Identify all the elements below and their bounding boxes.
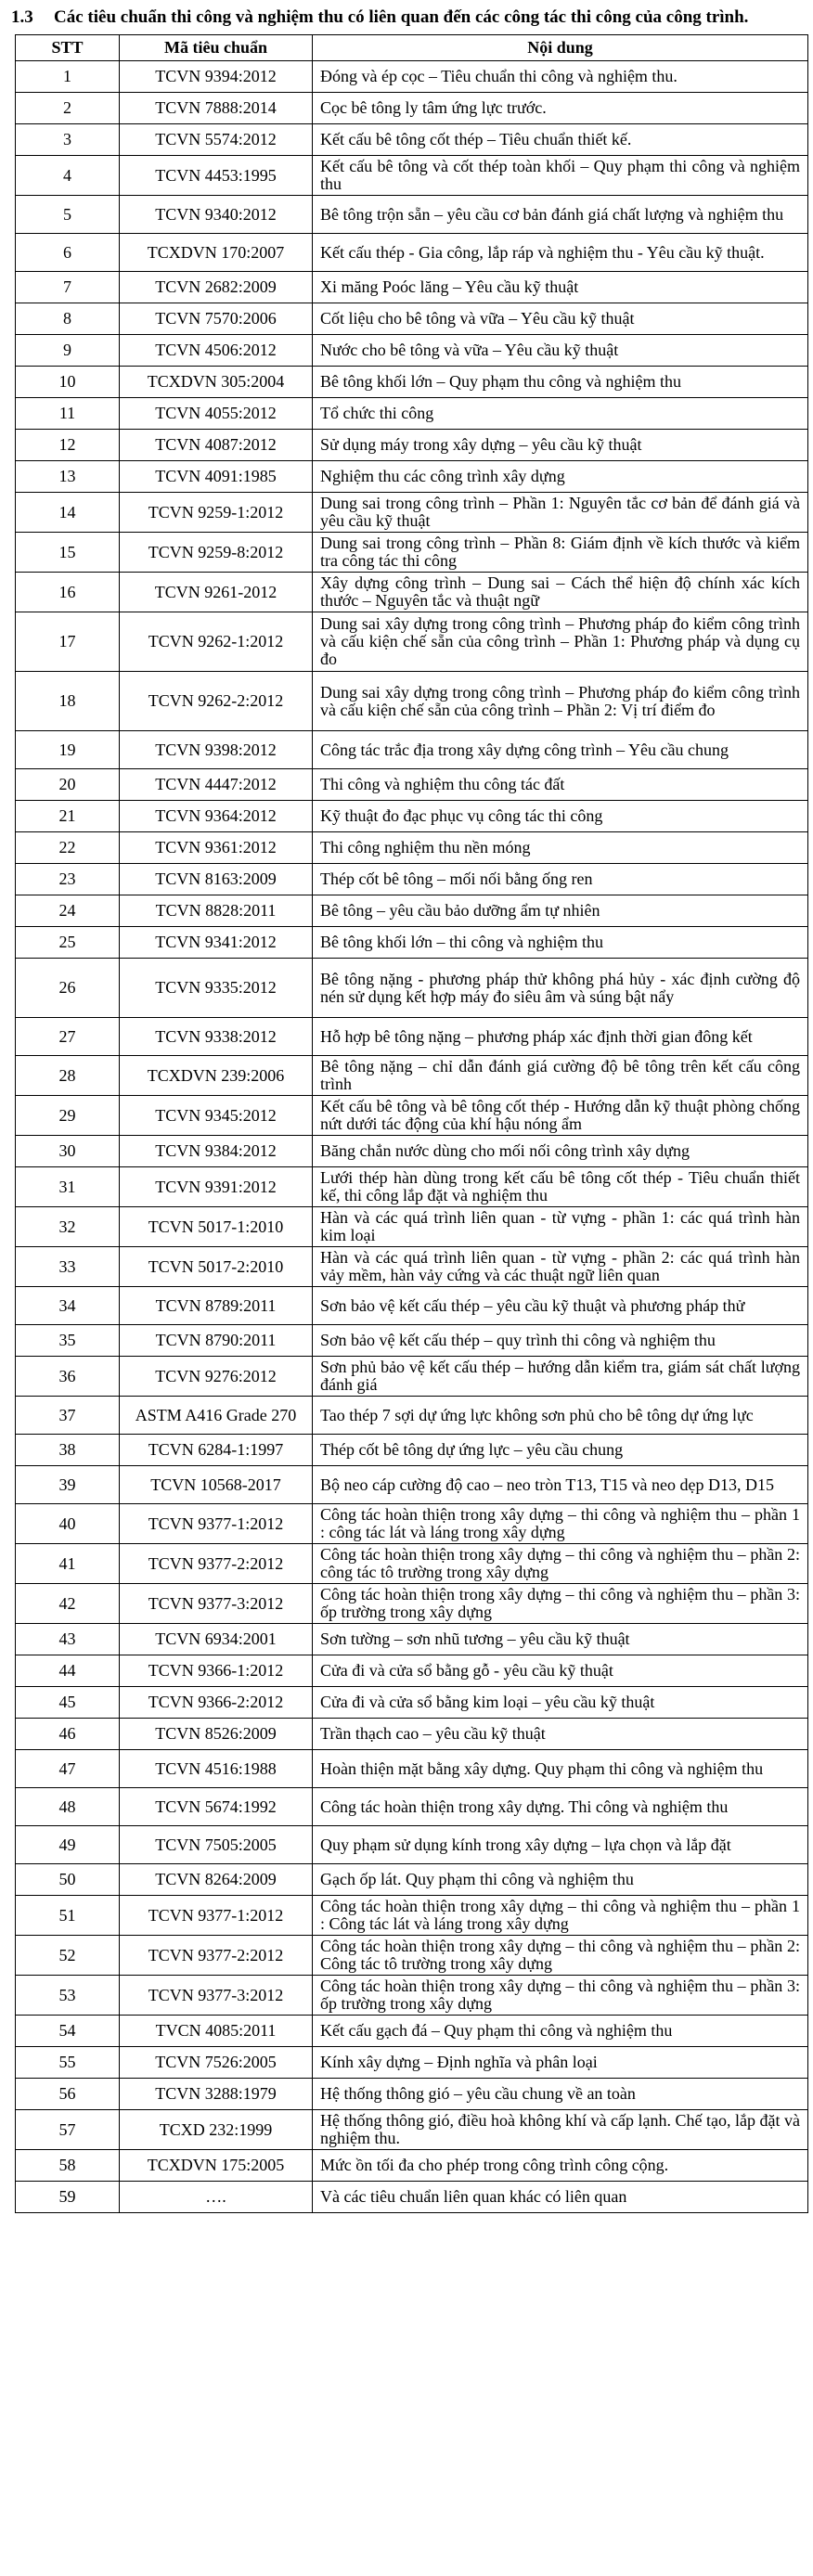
table-row [16, 156, 808, 196]
cell-stt: 47 [16, 1750, 120, 1788]
table-row [16, 801, 808, 832]
table-row [16, 864, 808, 895]
table-row [16, 769, 808, 801]
cell-code: TCVN 4447:2012 [120, 769, 313, 801]
table-row [16, 1096, 808, 1136]
table-row [16, 272, 808, 303]
cell-stt: 42 [16, 1584, 120, 1624]
table-row [16, 1788, 808, 1826]
cell-code: TCVN 9377-3:2012 [120, 1976, 313, 2016]
cell-code: TCVN 9276:2012 [120, 1357, 313, 1397]
cell-stt: 51 [16, 1896, 120, 1936]
cell-stt: 17 [16, 612, 120, 672]
cell-code: TCVN 4506:2012 [120, 335, 313, 367]
cell-stt: 56 [16, 2079, 120, 2110]
cell-stt: 12 [16, 430, 120, 461]
cell-code: TCVN 9261-2012 [120, 573, 313, 612]
section-title: Các tiêu chuẩn thi công và nghiệm thu có liên quan đến các công tác thi công của công trình. [54, 7, 749, 27]
cell-content: Tao thép 7 sợi dự ứng lực không sơn phủ cho bê tông dự ứng lực [313, 1397, 808, 1435]
cell-stt: 43 [16, 1624, 120, 1655]
table-row [16, 2047, 808, 2079]
cell-content: Và các tiêu chuẩn liên quan khác có liên quan [313, 2182, 808, 2213]
table-row [16, 731, 808, 769]
table-row [16, 1719, 808, 1750]
table-row [16, 895, 808, 927]
cell-content: Cửa đi và cửa sổ bằng kim loại – yêu cầu kỹ thuật [313, 1687, 808, 1719]
cell-content: Kết cấu gạch đá – Quy phạm thi công và nghiệm thu [313, 2016, 808, 2047]
cell-stt: 9 [16, 335, 120, 367]
cell-stt: 30 [16, 1136, 120, 1167]
standards-table [15, 34, 808, 2213]
table-row [16, 124, 808, 156]
cell-code: TCVN 9262-1:2012 [120, 612, 313, 672]
cell-content: Kết cấu bê tông cốt thép – Tiêu chuẩn thiết kế. [313, 124, 808, 156]
cell-stt: 49 [16, 1826, 120, 1864]
cell-content: Dung sai xây dựng trong công trình – Phương pháp đo kiểm công trình và cấu kiện chế sẵn của công trình – Phần 2: Vị trí điểm đo [313, 672, 808, 731]
cell-code: TCXDVN 175:2005 [120, 2150, 313, 2182]
table-row [16, 1397, 808, 1435]
cell-code: TCVN 5017-1:2010 [120, 1207, 313, 1247]
cell-content: Đóng và ép cọc – Tiêu chuẩn thi công và nghiệm thu. [313, 61, 808, 93]
table-row [16, 2110, 808, 2150]
cell-code: TCVN 9262-2:2012 [120, 672, 313, 731]
table-row [16, 61, 808, 93]
cell-content: Công tác hoàn thiện trong xây dựng – thi công và nghiệm thu – phần 1 : Công tác lát và láng trong xây dựng [313, 1896, 808, 1936]
table-body [16, 61, 808, 2213]
cell-stt: 1 [16, 61, 120, 93]
table-row [16, 1504, 808, 1544]
cell-code: TCVN 5674:1992 [120, 1788, 313, 1826]
cell-content: Bê tông nặng - phương pháp thử không phá hủy - xác định cường độ nén sử dụng kết hợp máy đo siêu âm và súng bật nẩy [313, 959, 808, 1018]
cell-content: Kết cấu bê tông và bê tông cốt thép - Hướng dẫn kỹ thuật phòng chống nứt dưới tác động của khí hậu nóng ẩm [313, 1096, 808, 1136]
cell-stt: 16 [16, 573, 120, 612]
table-row [16, 1655, 808, 1687]
cell-stt: 14 [16, 493, 120, 533]
cell-stt: 46 [16, 1719, 120, 1750]
cell-content: Sơn tường – sơn nhũ tương – yêu cầu kỹ thuật [313, 1624, 808, 1655]
cell-content: Thép cốt bê tông – mối nối bằng ống ren [313, 864, 808, 895]
cell-code: TCVN 9377-1:2012 [120, 1504, 313, 1544]
cell-code: TCVN 8526:2009 [120, 1719, 313, 1750]
cell-content: Bê tông khối lớn – Quy phạm thu công và nghiệm thu [313, 367, 808, 398]
cell-stt: 10 [16, 367, 120, 398]
cell-content: Trần thạch cao – yêu cầu kỹ thuật [313, 1719, 808, 1750]
cell-content: Công tác hoàn thiện trong xây dựng – thi công và nghiệm thu – phần 2: công tác tô trường trong xây dựng [313, 1544, 808, 1584]
cell-content: Kính xây dựng – Định nghĩa và phân loại [313, 2047, 808, 2079]
cell-content: Gạch ốp lát. Quy phạm thi công và nghiệm thu [313, 1864, 808, 1896]
table-row [16, 927, 808, 959]
cell-content: Sơn bảo vệ kết cấu thép – quy trình thi công và nghiệm thu [313, 1325, 808, 1357]
cell-stt: 27 [16, 1018, 120, 1056]
cell-stt: 35 [16, 1325, 120, 1357]
table-row [16, 2182, 808, 2213]
cell-code: TCVN 9398:2012 [120, 731, 313, 769]
cell-stt: 26 [16, 959, 120, 1018]
table-row [16, 959, 808, 1018]
cell-stt: 40 [16, 1504, 120, 1544]
table-row [16, 1826, 808, 1864]
table-row [16, 1936, 808, 1976]
cell-code: TCXDVN 239:2006 [120, 1056, 313, 1096]
table-header-row [16, 35, 808, 61]
cell-stt: 7 [16, 272, 120, 303]
cell-content: Hàn và các quá trình liên quan - từ vựng - phần 2: các quá trình hàn vảy mềm, hàn vảy cứng và các thuật ngữ liên quan [313, 1247, 808, 1287]
cell-content: Công tác hoàn thiện trong xây dựng – thi công và nghiệm thu – phần 1 : công tác lát và láng trong xây dựng [313, 1504, 808, 1544]
cell-content: Công tác trắc địa trong xây dựng công trình – Yêu cầu chung [313, 731, 808, 769]
cell-code: TCVN 9345:2012 [120, 1096, 313, 1136]
cell-stt: 53 [16, 1976, 120, 2016]
cell-code: TCVN 9366-1:2012 [120, 1655, 313, 1687]
cell-content: Công tác hoàn thiện trong xây dựng. Thi công và nghiệm thu [313, 1788, 808, 1826]
table-row [16, 1624, 808, 1655]
cell-stt: 28 [16, 1056, 120, 1096]
table-row [16, 1750, 808, 1788]
cell-code: TCVN 4516:1988 [120, 1750, 313, 1788]
cell-code: TCVN 9377-2:2012 [120, 1936, 313, 1976]
cell-code: TCVN 8264:2009 [120, 1864, 313, 1896]
table-row [16, 234, 808, 272]
cell-code: TCVN 2682:2009 [120, 272, 313, 303]
cell-content: Thi công và nghiệm thu công tác đất [313, 769, 808, 801]
table-row [16, 2016, 808, 2047]
table-row [16, 1247, 808, 1287]
cell-code: TCVN 9377-3:2012 [120, 1584, 313, 1624]
cell-stt: 19 [16, 731, 120, 769]
cell-code: TCVN 8790:2011 [120, 1325, 313, 1357]
cell-code: TCVN 9335:2012 [120, 959, 313, 1018]
cell-stt: 48 [16, 1788, 120, 1826]
cell-code: ASTM A416 Grade 270 [120, 1397, 313, 1435]
table-row [16, 493, 808, 533]
cell-code: TCVN 6934:2001 [120, 1624, 313, 1655]
table-row [16, 1466, 808, 1504]
table-row [16, 832, 808, 864]
cell-stt: 25 [16, 927, 120, 959]
cell-content: Lưới thép hàn dùng trong kết cấu bê tông cốt thép - Tiêu chuẩn thiết kế, thi công lắp đặt và nghiệm thu [313, 1167, 808, 1207]
cell-stt: 54 [16, 2016, 120, 2047]
cell-content: Hàn và các quá trình liên quan - từ vựng - phần 1: các quá trình hàn kim loại [313, 1207, 808, 1247]
cell-code: TCVN 9366-2:2012 [120, 1687, 313, 1719]
table-row [16, 1864, 808, 1896]
cell-stt: 15 [16, 533, 120, 573]
cell-content: Hệ thống thông gió – yêu cầu chung về an toàn [313, 2079, 808, 2110]
cell-stt: 44 [16, 1655, 120, 1687]
cell-code: TCVN 5574:2012 [120, 124, 313, 156]
cell-content: Xây dựng công trình – Dung sai – Cách thể hiện độ chính xác kích thước – Nguyên tắc và thuật ngữ [313, 573, 808, 612]
cell-content: Tổ chức thi công [313, 398, 808, 430]
cell-content: Hệ thống thông gió, điều hoà không khí và cấp lạnh. Chế tạo, lắp đặt và nghiệm thu. [313, 2110, 808, 2150]
cell-code: TCVN 8789:2011 [120, 1287, 313, 1325]
cell-content: Kỹ thuật đo đạc phục vụ công tác thi công [313, 801, 808, 832]
cell-code: TCXD 232:1999 [120, 2110, 313, 2150]
cell-stt: 31 [16, 1167, 120, 1207]
table-row [16, 367, 808, 398]
cell-stt: 21 [16, 801, 120, 832]
table-row [16, 1207, 808, 1247]
cell-content: Dung sai trong công trình – Phần 1: Nguyên tắc cơ bản để đánh giá và yêu cầu kỹ thuật [313, 493, 808, 533]
table-row [16, 1435, 808, 1466]
cell-stt: 18 [16, 672, 120, 731]
cell-code: TCVN 9361:2012 [120, 832, 313, 864]
table-row [16, 430, 808, 461]
cell-code: TCVN 3288:1979 [120, 2079, 313, 2110]
cell-content: Bê tông – yêu cầu bảo dưỡng ẩm tự nhiên [313, 895, 808, 927]
table-row [16, 1056, 808, 1096]
cell-code: TCVN 6284-1:1997 [120, 1435, 313, 1466]
table-row [16, 1167, 808, 1207]
cell-code: TCVN 7505:2005 [120, 1826, 313, 1864]
cell-stt: 57 [16, 2110, 120, 2150]
table-row [16, 1018, 808, 1056]
cell-code: TCVN 9391:2012 [120, 1167, 313, 1207]
cell-stt: 3 [16, 124, 120, 156]
cell-content: Kết cấu bê tông và cốt thép toàn khối – Quy phạm thi công và nghiệm thu [313, 156, 808, 196]
table-row [16, 1584, 808, 1624]
cell-stt: 36 [16, 1357, 120, 1397]
cell-code: TCXDVN 305:2004 [120, 367, 313, 398]
cell-content: Hoàn thiện mặt bằng xây dựng. Quy phạm thi công và nghiệm thu [313, 1750, 808, 1788]
cell-stt: 20 [16, 769, 120, 801]
cell-stt: 58 [16, 2150, 120, 2182]
cell-content: Băng chắn nước dùng cho mối nối công trình xây dựng [313, 1136, 808, 1167]
table-row [16, 1136, 808, 1167]
cell-code: TCVN 9384:2012 [120, 1136, 313, 1167]
header-code: Mã tiêu chuẩn [120, 35, 313, 61]
cell-code: TCVN 9394:2012 [120, 61, 313, 93]
table-row [16, 196, 808, 234]
cell-stt: 24 [16, 895, 120, 927]
cell-content: Nước cho bê tông và vữa – Yêu cầu kỹ thuật [313, 335, 808, 367]
cell-content: Bê tông trộn sẵn – yêu cầu cơ bản đánh giá chất lượng và nghiệm thu [313, 196, 808, 234]
table-row [16, 533, 808, 573]
cell-content: Dung sai xây dựng trong công trình – Phương pháp đo kiểm công trình và cấu kiện chế sẵn của công trình – Phần 1: Phương pháp và dụng cụ đo [313, 612, 808, 672]
table-row [16, 461, 808, 493]
cell-content: Công tác hoàn thiện trong xây dựng – thi công và nghiệm thu – phần 3: ốp trường trong xây dựng [313, 1584, 808, 1624]
table-row [16, 2150, 808, 2182]
cell-content: Sử dụng máy trong xây dựng – yêu cầu kỹ thuật [313, 430, 808, 461]
table-row [16, 303, 808, 335]
cell-stt: 52 [16, 1936, 120, 1976]
cell-content: Bộ neo cáp cường độ cao – neo tròn T13, T15 và neo dẹp D13, D15 [313, 1466, 808, 1504]
cell-code: TCVN 4091:1985 [120, 461, 313, 493]
cell-code: TCVN 8828:2011 [120, 895, 313, 927]
cell-code: TCVN 10568-2017 [120, 1466, 313, 1504]
cell-content: Bê tông khối lớn – thi công và nghiệm thu [313, 927, 808, 959]
section-number: 1.3 [11, 7, 33, 27]
cell-code: TCVN 9341:2012 [120, 927, 313, 959]
cell-content: Cọc bê tông ly tâm ứng lực trước. [313, 93, 808, 124]
cell-stt: 13 [16, 461, 120, 493]
cell-content: Bê tông nặng – chỉ dẫn đánh giá cường độ bê tông trên kết cấu công trình [313, 1056, 808, 1096]
cell-stt: 2 [16, 93, 120, 124]
cell-stt: 6 [16, 234, 120, 272]
cell-code: TCVN 8163:2009 [120, 864, 313, 895]
table-row [16, 2079, 808, 2110]
table-row [16, 1287, 808, 1325]
cell-code: TCVN 9377-2:2012 [120, 1544, 313, 1584]
cell-code: TCVN 5017-2:2010 [120, 1247, 313, 1287]
cell-stt: 38 [16, 1435, 120, 1466]
cell-stt: 33 [16, 1247, 120, 1287]
table-row [16, 1687, 808, 1719]
cell-content: Công tác hoàn thiện trong xây dựng – thi công và nghiệm thu – phần 3: ốp trường trong xây dựng [313, 1976, 808, 2016]
cell-content: Cốt liệu cho bê tông và vữa – Yêu cầu kỹ thuật [313, 303, 808, 335]
header-content: Nội dung [313, 35, 808, 61]
cell-content: Sơn phủ bảo vệ kết cấu thép – hướng dẫn kiểm tra, giám sát chất lượng đánh giá [313, 1357, 808, 1397]
cell-stt: 23 [16, 864, 120, 895]
cell-code: TCVN 7570:2006 [120, 303, 313, 335]
cell-code: TVCN 4085:2011 [120, 2016, 313, 2047]
cell-content: Sơn bảo vệ kết cấu thép – yêu cầu kỹ thuật và phương pháp thử [313, 1287, 808, 1325]
cell-code: TCVN 7888:2014 [120, 93, 313, 124]
table-row [16, 1357, 808, 1397]
cell-code: …. [120, 2182, 313, 2213]
table-row [16, 1544, 808, 1584]
cell-content: Công tác hoàn thiện trong xây dựng – thi công và nghiệm thu – phần 2: Công tác tô trường trong xây dựng [313, 1936, 808, 1976]
table-row [16, 93, 808, 124]
cell-stt: 4 [16, 156, 120, 196]
cell-stt: 41 [16, 1544, 120, 1584]
cell-content: Thi công nghiệm thu nền móng [313, 832, 808, 864]
cell-stt: 39 [16, 1466, 120, 1504]
cell-stt: 8 [16, 303, 120, 335]
cell-stt: 29 [16, 1096, 120, 1136]
section-heading [11, 6, 809, 30]
cell-content: Nghiệm thu các công trình xây dựng [313, 461, 808, 493]
table-row [16, 1976, 808, 2016]
cell-stt: 55 [16, 2047, 120, 2079]
cell-code: TCVN 9377-1:2012 [120, 1896, 313, 1936]
table-row [16, 612, 808, 672]
table-row [16, 398, 808, 430]
table-row [16, 1896, 808, 1936]
cell-content: Hỗ hợp bê tông nặng – phương pháp xác định thời gian đông kết [313, 1018, 808, 1056]
cell-stt: 34 [16, 1287, 120, 1325]
cell-content: Xi măng Poóc lăng – Yêu cầu kỹ thuật [313, 272, 808, 303]
cell-code: TCVN 9338:2012 [120, 1018, 313, 1056]
cell-stt: 37 [16, 1397, 120, 1435]
cell-code: TCVN 9259-8:2012 [120, 533, 313, 573]
cell-code: TCVN 9340:2012 [120, 196, 313, 234]
cell-content: Cửa đi và cửa sổ bằng gỗ - yêu cầu kỹ thuật [313, 1655, 808, 1687]
cell-code: TCVN 4055:2012 [120, 398, 313, 430]
cell-stt: 59 [16, 2182, 120, 2213]
cell-stt: 32 [16, 1207, 120, 1247]
header-stt: STT [16, 35, 120, 61]
cell-code: TCVN 9364:2012 [120, 801, 313, 832]
cell-content: Thép cốt bê tông dự ứng lực – yêu cầu chung [313, 1435, 808, 1466]
cell-content: Quy phạm sử dụng kính trong xây dựng – lựa chọn và lắp đặt [313, 1826, 808, 1864]
cell-stt: 22 [16, 832, 120, 864]
cell-code: TCVN 4453:1995 [120, 156, 313, 196]
table-row [16, 672, 808, 731]
cell-stt: 11 [16, 398, 120, 430]
cell-content: Kết cấu thép - Gia công, lắp ráp và nghiệm thu - Yêu cầu kỹ thuật. [313, 234, 808, 272]
cell-code: TCXDVN 170:2007 [120, 234, 313, 272]
cell-code: TCVN 7526:2005 [120, 2047, 313, 2079]
cell-stt: 5 [16, 196, 120, 234]
table-row [16, 335, 808, 367]
cell-content: Dung sai trong công trình – Phần 8: Giám định về kích thước và kiểm tra công tác thi công [313, 533, 808, 573]
cell-code: TCVN 4087:2012 [120, 430, 313, 461]
cell-code: TCVN 9259-1:2012 [120, 493, 313, 533]
cell-content: Mức ồn tối đa cho phép trong công trình công cộng. [313, 2150, 808, 2182]
cell-stt: 45 [16, 1687, 120, 1719]
table-row [16, 573, 808, 612]
table-row [16, 1325, 808, 1357]
cell-stt: 50 [16, 1864, 120, 1896]
